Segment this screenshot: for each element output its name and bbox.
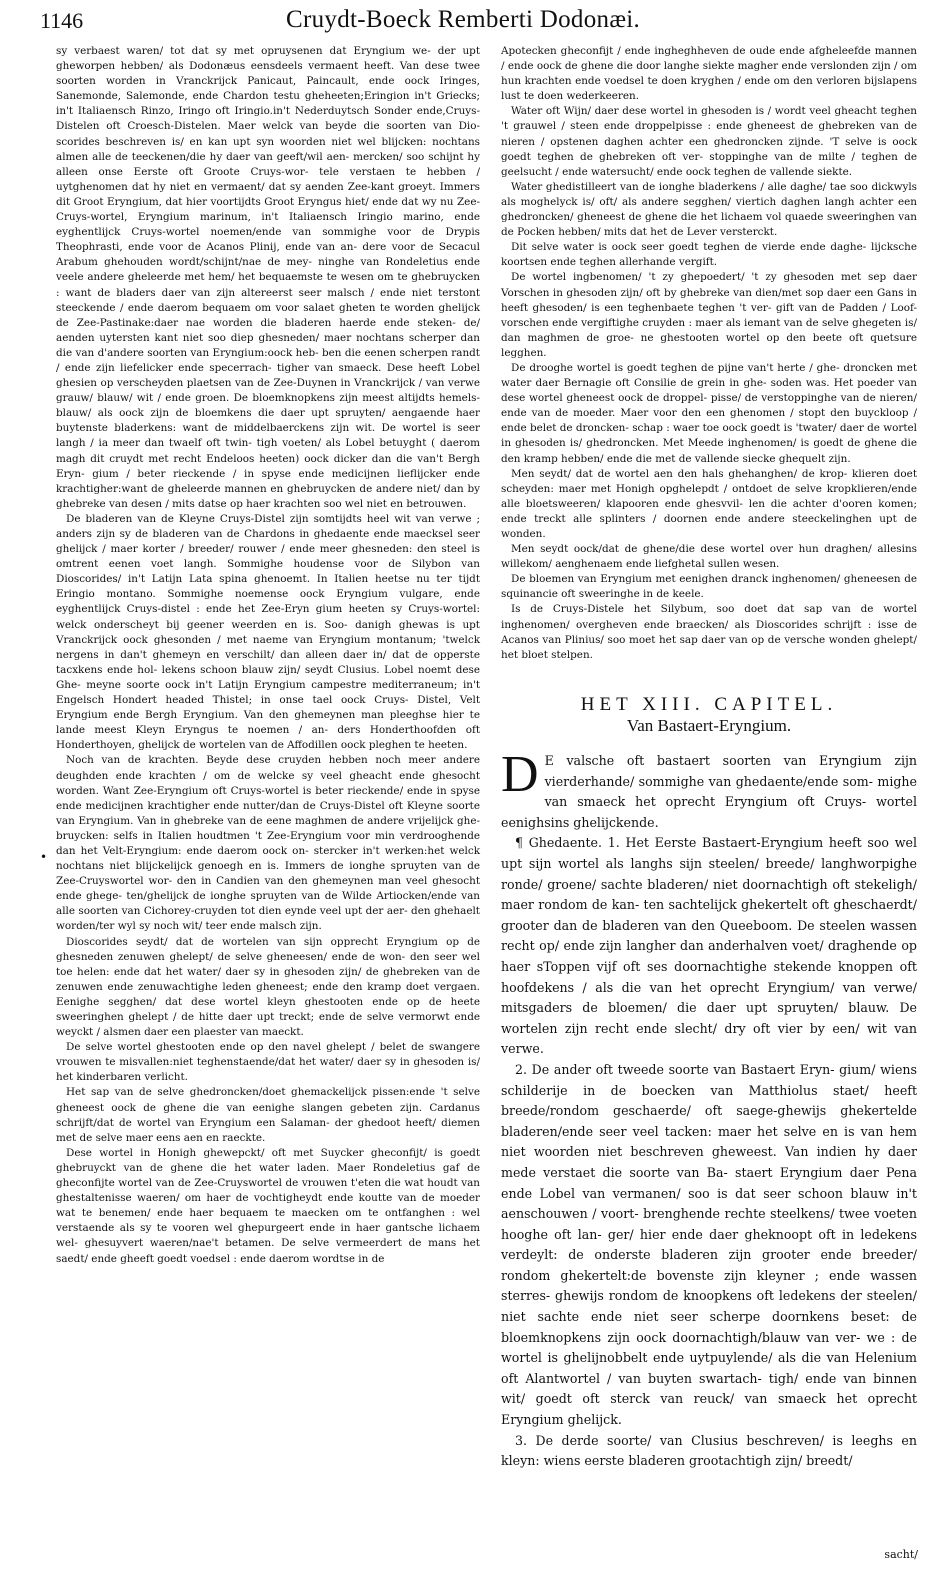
chapter-paragraph: 3. De derde soorte/ van Clusius beschreven/ is leeghs en kleyn: wiens eerste bladeren grootachtigh zijn/ breedt/ xyxy=(501,1432,917,1469)
drop-cap: D xyxy=(501,746,539,804)
paragraph: Apotecken gheconfijt / ende ingheghheven de oude ende afgheleefde mannen / ende oock de ghene die door langhe siekte magher ende verslonden zijn / om hun krachten ende voedsel te doen kryghen / ende om den verloren bijslapens lust te doen wederkeeren. xyxy=(501,45,917,103)
left-column xyxy=(56,44,480,1267)
chapter-paragraph: ¶ Ghedaente. 1. Het Eerste Bastaert-Eryngium heeft soo wel upt sijn wortel als langhs sijn steelen/ breede/ langhworpighe ronde/ groene/ sachte bladeren/ niet doornachtigh oft stekeligh/ maer rondom de kan- ten sachtelijck ghekertelt oft gheschaerdt/ grooter dan de bladeren van den Queeboom. De steelen wassen recht op/ ende zijn langher dan anderhalven voet/ draghende op haer sToppen vijf oft ses doornachtighe stekende knoppen oft hoofdekens / als die van het oprecht Eryngium/ van verwe/ mitsgaders de bloemen/ die daer upt spruyten/ blauw. De wortelen zijn recht ende slecht/ dry oft vier by een/ wit van verwe. xyxy=(501,835,917,1057)
paragraph: Water ghedistilleert van de ionghe bladerkens / alle daghe/ tae soo dickwyls als moghelyck is/ oft/ als andere segghen/ viertich daghen langh achter een ghedroncken/ gheneest de ghene die het lichaem vol quaede sweeringhen van de Pocken hebben/ mits dat het de Lever versterckt. xyxy=(501,180,917,239)
paragraph: Dit selve water is oock seer goedt teghen de vierde ende daghe- lijcksche koortsen ende teghen allerhande vergift. xyxy=(501,241,917,269)
paragraph: Water oft Wijn/ daer dese wortel in ghesoden is / wordt veel gheacht teghen 't grauwel / steen ende droppelpisse : ende gheneest de ghebreken van de nieren / opstenen daghen achter een ghedroncken zijnde. 'T selve is oock goedt teghen de ghebreken oft ver- stoppinghe van de milte / teghen de geelsucht / ende watersucht/ ende oock teghen de vallende siekte. xyxy=(501,105,917,178)
catchword: sacht/ xyxy=(884,1548,918,1561)
paragraph: De bloemen van Eryngium met eenighen dranck inghenomen/ gheneesen de squinancie oft sweeringhe in de keele. xyxy=(501,573,917,601)
right-column xyxy=(501,44,917,1472)
paragraph: Het sap van de selve ghedroncken/doet ghemackelijck pissen:ende 't selve gheneest oock de ghene die van eenighe slangen gebeten zijn. Cardanus schrijft/dat de wortel van Eryngium een Salaman- der ghedoot heeft/ diemen met de selve maer eens aen en raeckte. xyxy=(56,1086,480,1144)
paragraph: De bladeren van de Kleyne Cruys-Distel zijn somtijdts heel wit van verwe ; anders zijn sy de bladeren van de Chardons in ghedaente ende maecksel seer ghelijck / maer korter / breeder/ rouwer / ende meer ghesneden: den steel is omtrent eenen voet langh. Sommighe houdense voor de Silybon van Dioscorides/ in't Latijn Lata spina ghenoemt. In Italien heetse nu ter tijdt Eringio montano. Sommighe noemense oock Eryngium vulgare, ende eyghentlijck Cruys-distel : ende het Zee-Eryn gium heeten sy Cruys-wortel: welck onderscheyt bij geener weerden en is. Soo- danigh ghewas is upt Vranckrijck oock ghesonden / met naeme van Eryngium montanum; 'twelck nergens in dan't ghemeyn en verschilt/ dan alleen daer in/ dat de opperste tacxkens ende hol- lekens schoon blauw zijn/ seydt Clusius. Lobel noemt dese Ghe- meyne soorte oock in't Latijn Eryngium campestre mediterraneum; in't Engelsch Hondert headed Thistel; in onse tael oock Cruys- Distel, Velt Eryngium ende Bergh Eryngium. Van den ghemeynen man pleeghse hier te lande meest Kleyn Eryngus te noemen / an- ders Honderthoofden oft Honderthoyen, ghelijck de wortelen van de Affodillen oock pleghen te heeten. xyxy=(56,512,480,752)
paragraph: Noch van de krachten. Beyde dese cruyden hebben noch meer andere deughden ende krachten / om de welcke sy veel gheacht ende ghesocht worden. Want Zee-Eryngium oft Cruys-wortel is beter rieckende/ ende in spyse ende medicijnen krachtigher ende nutter/dan de Cruys-Distel oft Kleyne soorte van Eryngium. Van in ghebreke van de eene maghmen de andere vrijelijck ghe- bruycken: selfs in Italien houdtmen 't Zee-Eryngium voor min verdrooghende dan het Velt-Eryngium: ende daerom oock on- stercker in't werken:het welck nochtans niet blijckelijck genoegh en is. Immers de ionghe spruyten van de Zee-Cruyswortel wor- den in Candien van den ghemeynen man veel ghesocht ende ghege- ten/ghelijck de ionghe spruyten van de Wilde Artiocken/ende van alle soorten van Cichorey-cruyden tot dien eynde veel upt der aer- den ghehaelt worden/ter wyl sy noch wit/ teer ende malsch zijn. xyxy=(56,754,480,933)
running-title: Cruydt-Boeck Remberti Dodonæi. xyxy=(286,6,641,33)
paragraph: Men seydt/ dat de wortel aen den hals ghehanghen/ de krop- klieren doet scheyden: maer met Honigh opghelepdt / ontdoet de selve kropklieren/ende alle bloetsweeren/ klapooren ende ghesvvil- len die achter d'ooren komen; ende treckt alle splinters / doornen ende andere steeckelinghen upt de wonden. xyxy=(501,467,917,540)
paragraph: De selve wortel ghestooten ende op den navel ghelept / belet de swangere vrouwen te misvallen:niet teghenstaende/dat het water/ daer sy in ghesoden is/ het kinderbaren verlicht. xyxy=(56,1041,480,1084)
paragraph: Men seydt oock/dat de ghene/die dese wortel over hun draghen/ allesins willekom/ aenghenaem ende liefghetal sullen wesen. xyxy=(501,543,917,571)
chapter-heading: HET XIII. CAPITEL. xyxy=(580,693,838,715)
paragraph: De drooghe wortel is goedt teghen de pijne van't herte / ghe- droncken met water daer Bernagie oft Consilie de grein in ghe- soden was. Het poeder van dese wortel gheneest oock de droppel- pisse/ de verstoppinghe van de nieren/ ende van de moeder. Maer voor den een ghenomen / stopt den buyckloop / ende belet de droncken- schap : waer toe oock goedt is 'twater/ daer de wortel in ghesoden is/ ghedroncken. Met Meede inghenomen/ is goedt de ghene die den kramp hebben/ ende die met de vallende siecke ghequelt zijn. xyxy=(501,361,917,465)
paragraph: sy verbaest waren/ tot dat sy met opruysenen dat Eryngium we- der upt gheworpen hebben/ als Dodonæus eensdeels vermaent heeft. Van dese twee soorten worden in Vranckrijck Panicaut, Paincault, ende oock Iringes, Sanemonde, Salemonde, ende Chardon testu gheheeten;Eringion in't Griecks; in't Italiaensch Rinzo, Iringo oft Iringio.in't Nederduytsch Sonder ende,Cruys-Distelen oft Croesch-Distelen. Maer welck van beyde die soorten van Dio- scorides beschreven is/ en kan upt syn woorden niet wel blijcken: nochtans almen alle de teeckenen/die hy daer van geeft/wil aen- mercken/ soo schijnt hy alleen onse Eerste oft Groote Cruys-wor- tele verstaen te hebben / uytghenomen dat hy niet en vermaent/ dat sy aenden Zee-kant groeyt. Immers dit Groot Eryngium, dat hier voortijdts Groot Eryngus hiet/ ende dat wy nu Zee- Cruys-wortel, Eryngium marinum, in't Italiaensch Iringio marino, ende eyghentlijck Cruys-wortel noemen/ende van sommighe voor de Drypis Theophrasti, ende voor de Acanos Plinij, ende van an- dere voor de Secacul Arabum ghehouden wordt/schijnt/nae de mey- ninghe van Rondeletius ende veele andere gheleerde met hem/ het bequaemste te wesen om te ghebruycken : want de bladers daer van zijn altereerst seer malsch / ende niet terstont steeckende / ende daerom bequaem om voor salaet gheten te worden ghelijck de Zee-Pastinake:daer nae worden die bladeren haerde ende steken- de/ aenden uytersten kant niet soo diep ghesneden/ maer nochtans scherper dan die van d'andere soorten van Eryngium:oock heb- ben die eenen scherpen randt / ende zijn liefelicker ende specerrach- tigher van smaeck. Dese heeft Lobel ghesien op verscheyden plaetsen van de Zee-Duynen in Vranckrijck / van verwe grauw/ blauw/ wit / ende groen. De bloemknopkens zijn meest altijdts hemels-blauw/ als oock zijn de bloemkens die daer upt spruyten/ aengaende haer buytenste bladerkens: want de middelbaerckens zijn wit. De wortel is seer langh / ia meer dan twaelf oft twin- tigh voeten/ als Lobel betuyght ( daerom magh dit cruydt met recht Endeloos heeten) oock dicker dan die van't Bergh Eryn- gium / beter rieckende / in spyse ende medicijnen lieflijcker ende krachtigher:want de gheleerde mannen en ghebruycken de andere niet/ dan by ghebreke van desen / mits datse op haer krachten soo wel niet en betrouwen. xyxy=(56,45,480,510)
paragraph: Dese wortel in Honigh ghewepckt/ oft met Suycker gheconfijt/ is goedt ghebruyckt van de ghene die het water laden. Maer Rondeletius gaf de gheconfijte wortel van de Zee-Cruyswortel de vrouwen t'eten die wat houdt van ghestaltenisse waeren/ om haer de vochtigheydt ende koutte van de moeder wat te benemen/ ende haer bequaem te maecken om te ontfanghen : wel verstaende als sy te vooren wel ghepurgeert ende in haer gantsche lichaem wel- ghesuyvert waeren/nae't betamen. De selve vermeerdert de mans het saedt/ ende gheeft goedt voedsel : ende daerom wordtse in de xyxy=(56,1146,480,1265)
chapter-paragraph xyxy=(501,746,917,833)
running-header xyxy=(40,6,920,40)
chapter-paragraph: 2. De ander oft tweede soorte van Bastaert Eryn- gium/ wiens schilderije in de boecken van Matthiolus staet/ heeft breede/rondom geschaerde/ oft saege-ghewijs ghekertelde bladeren/ende seer veel tacken: maer het selve en is van hem niet woorden niet beschreven gheweest. Van indien hy daer mede verstaet die soorte van Ba- staert Eryngium daer Pena ende Lobel van vermanen/ soo is dat seer schoon blauw in't aenschouwen / voort- brenghende rechte steelkens/ twee voeten hooghe oft lan- ger/ hier ende daer gheknoopt oft in ledekens verdeylt: de onderste bladeren zijn grooter ende breeder/ rondom ghekertelt:de bovenste zijn kleyner ; ende wassen sterres- ghewijs rondom de knoopkens oft ledekens der steelen/ niet sachte ende niet seer scherpe doornkens beset: de bloemknopkens zijn oock doornachtigh/blauw van ver- we : de wortel is ghelijnobbelt ende uytpuylende/ als die van Helenium oft Alantwortel / van buyten swartach- tigh/ ende van binnen wit/ goedt oft sterck van reuck/ van smaeck het oprecht Eryngium ghelijck. xyxy=(501,1061,917,1428)
paragraph: Is de Cruys-Distele het Silybum, soo doet dat sap van de wortel inghenomen/ overgheven ende braecken/ als Dioscorides schrijft : isse de Acanos van Plinius/ soo moet het sap daer van op de versche wonden ghelept/ het bloet stelpen. xyxy=(501,603,917,661)
paragraph: Dioscorides seydt/ dat de wortelen van sijn opprecht Eryngium op de ghesneden zenuwen ghelept/ de selve gheneesen/ ende de won- den seer wel toe helen: ende dat het water/ daer sy in ghesoden zijn/ de ghebreken van de zenuwen ende zenuwachtighe leden gheneest; ende den kramp doet vergaen. Eenighe segghen/ dat dese wortel kleyn ghestooten ende op de heete sweeringhen ghelept / de hitte daer upt treckt; ende de selve vermorwt ende weyckt / alsmen daer een plaester van maeckt. xyxy=(56,935,480,1039)
chapter-subheading: Van Bastaert-Eryngium. xyxy=(626,715,792,735)
page-number: 1146 xyxy=(40,8,84,33)
margin-mark: • xyxy=(40,850,48,864)
chapter-paragraph-text: E valsche oft bastaert soorten van Eryngium zijn vierderhande/ sommighe van ghedaente/ende som- mighe van smaeck het oprecht Eryngium oft Cruys- wortel eenighsins ghelijckende. xyxy=(501,753,917,830)
chapter-body xyxy=(501,746,917,1472)
paragraph: De wortel ingbenomen/ 't zy ghepoedert/ 't zy ghesoden met sep daer Vorschen in ghesoden zijn/ oft by ghebreke van dien/met sop daer een Gans in heeft ghesoden/ is een teghenbaete teghen 't ver- gift van de Padden / Loof-vorschen ende vergiftighe cruyden : maer als iemant van de selve ghegeten is/ dan maghmen de groe- ne ghestooten wortel op den beete oft quetsure legghen. xyxy=(501,271,917,359)
chapter-heading-block xyxy=(501,693,917,735)
